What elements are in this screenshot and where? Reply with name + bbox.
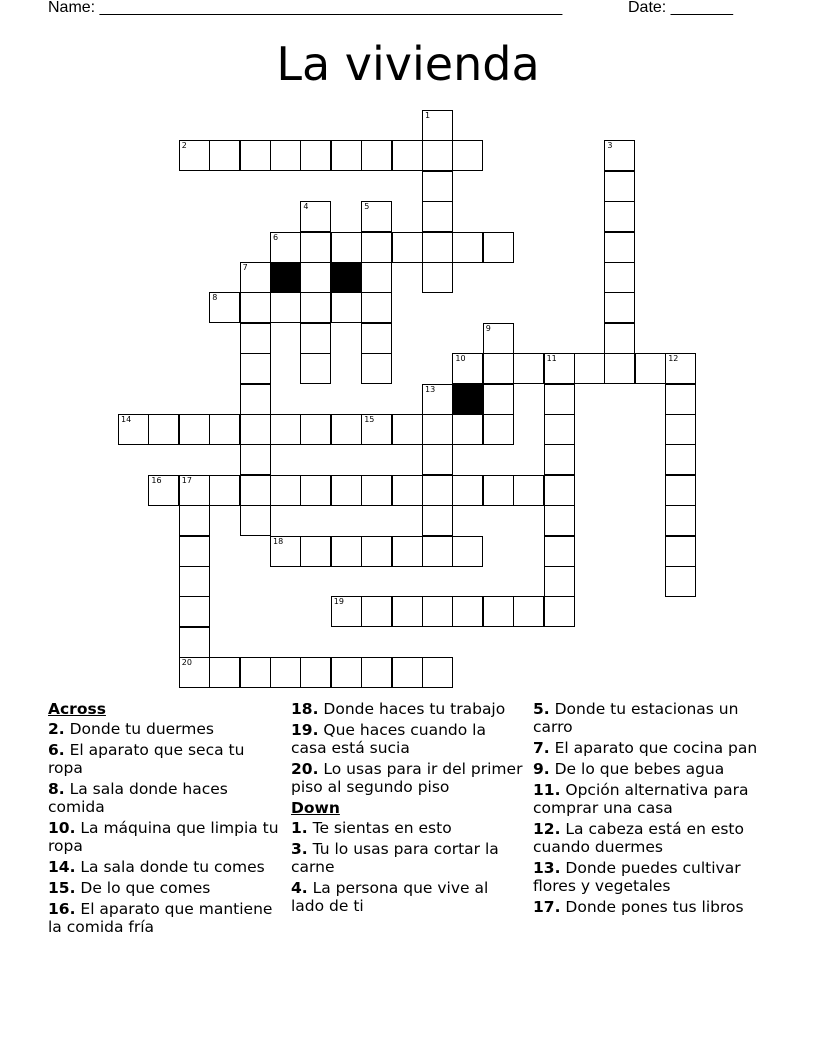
grid-cell[interactable] [513, 353, 544, 384]
grid-cell[interactable] [452, 596, 483, 627]
grid-cell[interactable] [422, 657, 453, 688]
grid-cell[interactable] [331, 475, 362, 506]
grid-cell[interactable] [361, 414, 392, 445]
blocked-cell [270, 262, 301, 293]
clue-number-label: 10. [48, 819, 76, 837]
clue-item [291, 840, 526, 876]
clue-number: 8 [212, 293, 218, 303]
clue-text: La máquina que limpia tu ropa [48, 819, 279, 855]
grid-cell[interactable] [483, 353, 514, 384]
grid-cell[interactable] [392, 475, 423, 506]
grid-cell[interactable] [240, 262, 271, 293]
clue-number-label: 6. [48, 741, 65, 759]
clue-number-label: 16. [48, 900, 76, 918]
grid-cell[interactable] [361, 201, 392, 232]
grid-cell[interactable] [361, 475, 392, 506]
grid-cell[interactable] [209, 292, 240, 323]
clue-item [533, 760, 768, 778]
clue-number-label: 17. [533, 898, 561, 916]
grid-cell[interactable] [665, 505, 696, 536]
grid-cell[interactable] [240, 323, 271, 354]
grid-cell[interactable] [361, 353, 392, 384]
clue-number-label: 14. [48, 858, 76, 876]
clue-text: Opción alternativa para comprar una casa [533, 781, 749, 817]
grid-cell[interactable] [422, 505, 453, 536]
clue-item [48, 741, 283, 777]
clue-number-label: 18. [291, 700, 319, 718]
clue-number-label: 9. [533, 760, 550, 778]
grid-cell[interactable] [544, 384, 575, 415]
grid-cell[interactable] [544, 596, 575, 627]
grid-cell[interactable] [270, 657, 301, 688]
grid-cell[interactable] [544, 566, 575, 597]
grid-cell[interactable] [361, 536, 392, 567]
grid-cell[interactable] [422, 444, 453, 475]
grid-cell[interactable] [604, 201, 635, 232]
grid-cell[interactable] [209, 657, 240, 688]
grid-cell[interactable] [422, 536, 453, 567]
grid-cell[interactable] [665, 475, 696, 506]
grid-cell[interactable] [422, 232, 453, 263]
clue-number-label: 7. [533, 739, 550, 757]
clue-item [291, 721, 526, 757]
clue-number: 12 [668, 354, 679, 364]
clue-item [48, 720, 283, 738]
grid-cell[interactable] [209, 140, 240, 171]
clue-number: 5 [364, 202, 370, 212]
grid-cell[interactable] [544, 444, 575, 475]
clue-number: 18 [273, 536, 284, 546]
clue-text: La cabeza está en esto cuando duermes [533, 820, 744, 856]
grid-cell[interactable] [452, 414, 483, 445]
grid-cell[interactable] [361, 323, 392, 354]
clue-number-label: 5. [533, 700, 550, 718]
grid-cell[interactable] [422, 262, 453, 293]
clue-text: De lo que bebes agua [549, 760, 725, 778]
clue-number: 14 [121, 415, 132, 424]
grid-cell[interactable] [240, 475, 271, 506]
clue-number: 20 [181, 658, 192, 668]
across-heading: Across [48, 700, 106, 718]
clue-item [533, 739, 768, 757]
grid-cell[interactable] [604, 171, 635, 202]
clue-number-label: 15. [48, 879, 76, 897]
clue-number: 1 [425, 111, 431, 120]
grid-cell[interactable] [300, 201, 331, 232]
grid-cell[interactable] [665, 414, 696, 445]
clue-number: 2 [181, 141, 187, 151]
page-title: La vivienda [276, 37, 540, 91]
grid-cell[interactable] [422, 414, 453, 445]
grid-cell[interactable] [665, 384, 696, 415]
grid-cell[interactable] [240, 657, 271, 688]
grid-cell[interactable] [361, 292, 392, 323]
grid-cell[interactable] [544, 353, 575, 384]
grid-cell[interactable] [300, 475, 331, 506]
clue-number-label: 19. [291, 721, 319, 739]
clue-text: El aparato que seca tu ropa [48, 741, 245, 777]
clue-text: Donde pones tus libros [560, 898, 744, 916]
date-field-label: Date: _______ [628, 0, 733, 16]
grid-cell[interactable] [422, 596, 453, 627]
grid-cell[interactable] [665, 444, 696, 475]
clue-text: Donde tu duermes [64, 720, 214, 738]
grid-cell[interactable] [300, 232, 331, 263]
clue-item [48, 819, 283, 855]
grid-cell[interactable] [604, 232, 635, 263]
grid-cell[interactable] [392, 596, 423, 627]
grid-cell[interactable] [270, 232, 301, 263]
clue-number-label: 1. [291, 819, 308, 837]
grid-cell[interactable] [179, 566, 210, 597]
grid-cell[interactable] [300, 323, 331, 354]
grid-cell[interactable] [331, 232, 362, 263]
clue-number: 3 [607, 141, 613, 151]
down-heading: Down [291, 799, 340, 817]
clue-number-label: 4. [291, 879, 308, 897]
grid-cell[interactable] [422, 201, 453, 232]
grid-cell[interactable] [392, 536, 423, 567]
clue-text: De lo que comes [75, 879, 211, 897]
clue-item [291, 700, 526, 718]
grid-cell[interactable] [179, 505, 210, 536]
grid-cell[interactable] [270, 536, 301, 567]
clue-number-label: 13. [533, 859, 561, 877]
clue-number: 15 [364, 415, 375, 424]
clue-text: Que haces cuando la casa está sucia [291, 721, 486, 757]
clue-number-label: 11. [533, 781, 561, 799]
clue-number-label: 12. [533, 820, 561, 838]
clue-item [533, 700, 768, 736]
grid-cell[interactable] [240, 444, 271, 475]
clue-number: 7 [242, 263, 248, 272]
grid-cell[interactable] [665, 353, 696, 384]
grid-cell[interactable] [209, 414, 240, 445]
grid-cell[interactable] [331, 596, 362, 627]
grid-cell[interactable] [513, 475, 544, 506]
blocked-cell [331, 262, 362, 293]
grid-cell[interactable] [452, 140, 483, 171]
grid-cell[interactable] [240, 384, 271, 415]
clue-item [533, 781, 768, 817]
name-field-label: Name: ____________________________________________________ [48, 0, 563, 16]
clues-column-1 [48, 700, 283, 939]
grid-cell[interactable] [422, 110, 453, 141]
grid-cell[interactable] [452, 353, 483, 384]
grid-cell[interactable] [179, 414, 210, 445]
grid-cell[interactable] [300, 536, 331, 567]
grid-cell[interactable] [392, 657, 423, 688]
clue-number-label: 2. [48, 720, 65, 738]
clues-column-2 [291, 700, 526, 918]
grid-cell[interactable] [240, 292, 271, 323]
grid-cell[interactable] [331, 414, 362, 445]
grid-cell[interactable] [331, 536, 362, 567]
grid-cell[interactable] [179, 475, 210, 506]
grid-cell[interactable] [179, 596, 210, 627]
grid-cell[interactable] [148, 475, 179, 506]
clue-item [48, 780, 283, 816]
clues-column-3 [533, 700, 768, 919]
clue-text: Donde tu estacionas un carro [533, 700, 739, 736]
grid-cell[interactable] [179, 657, 210, 688]
grid-cell[interactable] [392, 414, 423, 445]
clue-text: El aparato que cocina pan [549, 739, 758, 757]
clue-number: 6 [273, 232, 279, 242]
clue-item [533, 820, 768, 856]
grid-cell[interactable] [361, 232, 392, 263]
grid-cell[interactable] [270, 140, 301, 171]
grid-cell[interactable] [483, 475, 514, 506]
grid-cell[interactable] [544, 536, 575, 567]
grid-cell[interactable] [331, 657, 362, 688]
grid-cell[interactable] [604, 292, 635, 323]
clue-text: El aparato que mantiene la comida fría [48, 900, 273, 936]
grid-cell[interactable] [300, 414, 331, 445]
grid-cell[interactable] [331, 292, 362, 323]
grid-cell[interactable] [240, 414, 271, 445]
clue-number: 13 [425, 384, 436, 394]
grid-cell[interactable] [300, 353, 331, 384]
grid-cell[interactable] [544, 475, 575, 506]
grid-cell[interactable] [513, 596, 544, 627]
grid-cell[interactable] [392, 232, 423, 263]
grid-cell[interactable] [361, 657, 392, 688]
grid-cell[interactable] [483, 384, 514, 415]
grid-cell[interactable] [361, 262, 392, 293]
grid-cell[interactable] [300, 292, 331, 323]
grid-cell[interactable] [604, 262, 635, 293]
clue-number-label: 20. [291, 760, 319, 778]
grid-cell[interactable] [604, 353, 635, 384]
clue-item [291, 819, 526, 837]
grid-cell[interactable] [422, 475, 453, 506]
clue-number: 17 [181, 475, 192, 485]
grid-cell[interactable] [270, 414, 301, 445]
clue-text: Donde puedes cultivar flores y vegetales [533, 859, 741, 895]
grid-cell[interactable] [452, 475, 483, 506]
grid-cell[interactable] [665, 566, 696, 597]
clue-text: Te sientas en esto [307, 819, 452, 837]
grid-cell[interactable] [361, 140, 392, 171]
clue-item [48, 879, 283, 897]
clue-number: 10 [455, 354, 466, 364]
grid-cell[interactable] [483, 414, 514, 445]
clue-text: Lo usas para ir del primer piso al segundo piso [291, 760, 523, 796]
clue-number: 4 [303, 202, 309, 212]
grid-cell[interactable] [604, 140, 635, 171]
grid-cell[interactable] [240, 140, 271, 171]
grid-cell[interactable] [635, 353, 666, 384]
grid-cell[interactable] [331, 140, 362, 171]
grid-cell[interactable] [483, 323, 514, 354]
grid-cell[interactable] [544, 505, 575, 536]
clue-item [533, 898, 768, 916]
clue-number-label: 3. [291, 840, 308, 858]
clue-item [291, 760, 526, 796]
clue-text: Donde haces tu trabajo [318, 700, 506, 718]
grid-cell[interactable] [179, 627, 210, 658]
clue-number-label: 8. [48, 780, 65, 798]
clue-text: La sala donde haces comida [48, 780, 228, 816]
grid-cell[interactable] [422, 171, 453, 202]
clue-text: Tu lo usas para cortar la carne [291, 840, 499, 876]
grid-cell[interactable] [270, 292, 301, 323]
grid-cell[interactable] [300, 657, 331, 688]
grid-cell[interactable] [209, 475, 240, 506]
grid-cell[interactable] [179, 536, 210, 567]
grid-cell[interactable] [422, 384, 453, 415]
grid-cell[interactable] [665, 536, 696, 567]
grid-cell[interactable] [270, 475, 301, 506]
grid-cell[interactable] [452, 536, 483, 567]
clue-text: La sala donde tu comes [75, 858, 265, 876]
clue-number: 16 [151, 475, 162, 485]
clue-item [48, 858, 283, 876]
grid-cell[interactable] [544, 414, 575, 445]
grid-cell[interactable] [240, 353, 271, 384]
grid-cell[interactable] [483, 232, 514, 263]
grid-cell[interactable] [179, 140, 210, 171]
clue-number: 9 [485, 323, 491, 333]
blocked-cell [452, 384, 483, 415]
grid-cell[interactable] [422, 140, 453, 171]
clue-text: La persona que vive al lado de ti [291, 879, 489, 915]
grid-cell[interactable] [574, 353, 605, 384]
grid-cell[interactable] [300, 262, 331, 293]
grid-cell[interactable] [300, 140, 331, 171]
grid-cell[interactable] [392, 140, 423, 171]
grid-cell[interactable] [483, 596, 514, 627]
clue-number: 11 [546, 354, 557, 364]
grid-cell[interactable] [452, 232, 483, 263]
clue-item [48, 900, 283, 936]
clue-number: 19 [333, 597, 344, 607]
grid-cell[interactable] [148, 414, 179, 445]
grid-cell[interactable] [118, 414, 149, 445]
grid-cell[interactable] [361, 596, 392, 627]
clue-item [533, 859, 768, 895]
grid-cell[interactable] [604, 323, 635, 354]
clue-item [291, 879, 526, 915]
grid-cell[interactable] [240, 505, 271, 536]
